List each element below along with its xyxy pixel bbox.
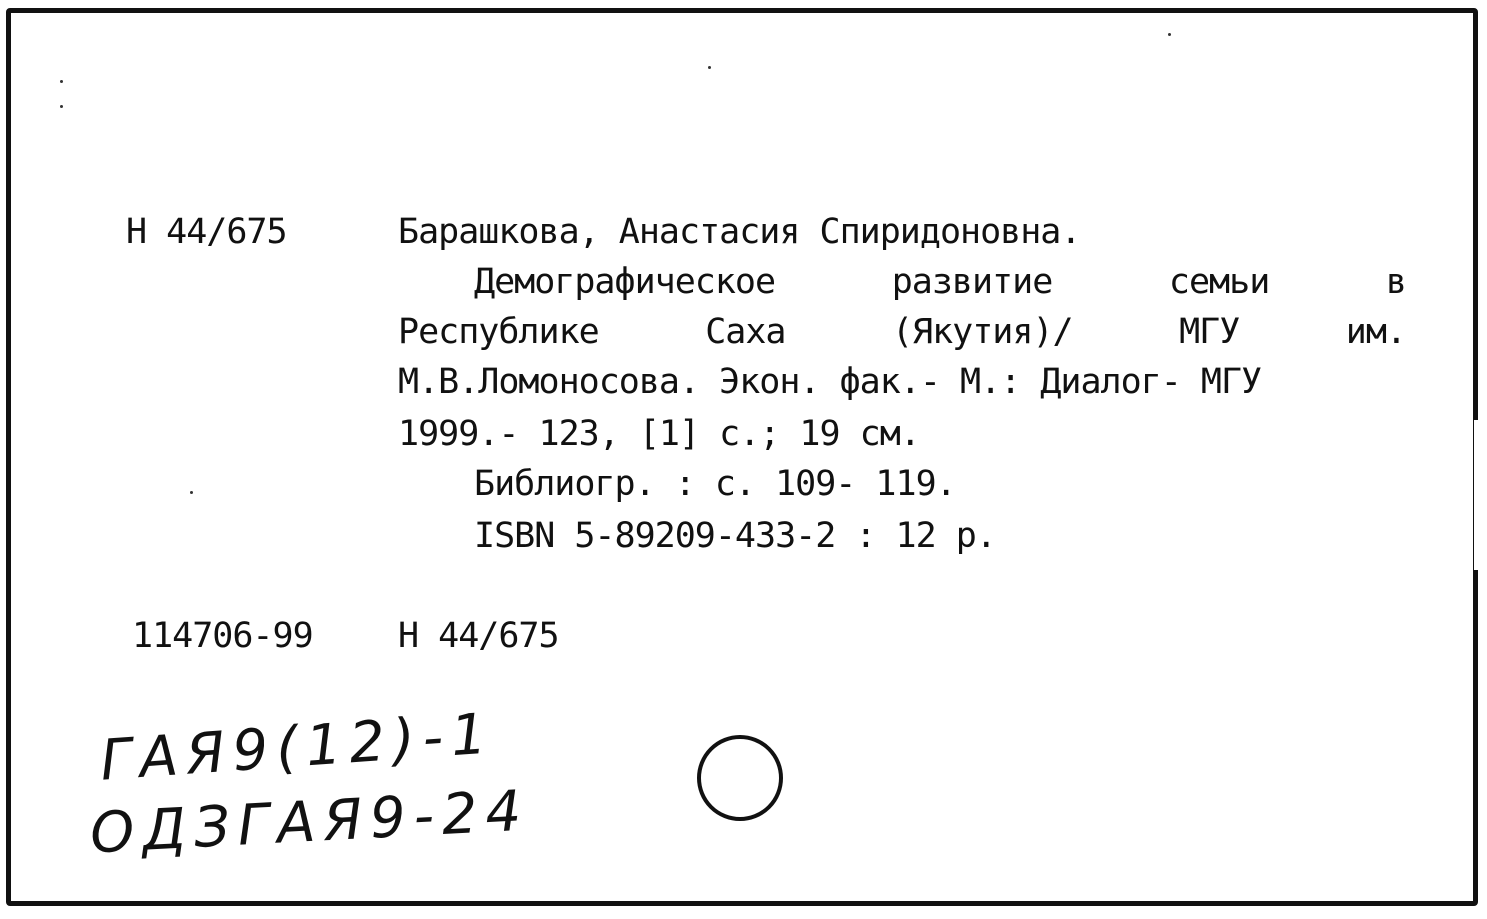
title-word: Республике [398,312,599,352]
speck [708,66,711,69]
speck [1168,33,1171,36]
title-word: Демографическое [474,262,776,302]
speck [60,80,63,83]
title-word: семьи [1168,262,1270,302]
title-word: развитие [891,262,1053,302]
author-heading: Барашкова, Анастасия Спиридоновна. [398,212,1081,252]
accession-shelf-mark: Н 44/675 [398,616,559,656]
speck [60,105,63,108]
accession-number: 114706-99 [132,616,313,656]
handwritten-classification-2: ОДЗГАЯ9-24 [88,778,531,867]
title-line-3: М.В.Ломоносова. Экон. фак.- М.: Диалог- МГУ [398,362,1262,402]
imprint: 1999.- 123, [1] с.; 19 см. [398,414,920,454]
hand-drawn-circle [697,735,783,821]
handwritten-classification-1: ГАЯ9(12)-1 [98,701,497,794]
speck [190,491,193,494]
shelf-mark: Н 44/675 [126,212,287,252]
isbn-price: ISBN 5-89209-433-2 : 12 р. [474,516,996,556]
title-word: Саха [705,312,786,352]
title-line-1 [474,262,1406,302]
title-word: в [1385,262,1406,302]
bibliography-note: Библиогр. : с. 109- 119. [474,464,956,504]
title-word: (Якутия)/ [891,312,1073,352]
title-line-2 [398,312,1406,352]
card-border-gap [1474,420,1486,570]
title-word: им. [1345,312,1406,352]
title-word: МГУ [1179,312,1240,352]
